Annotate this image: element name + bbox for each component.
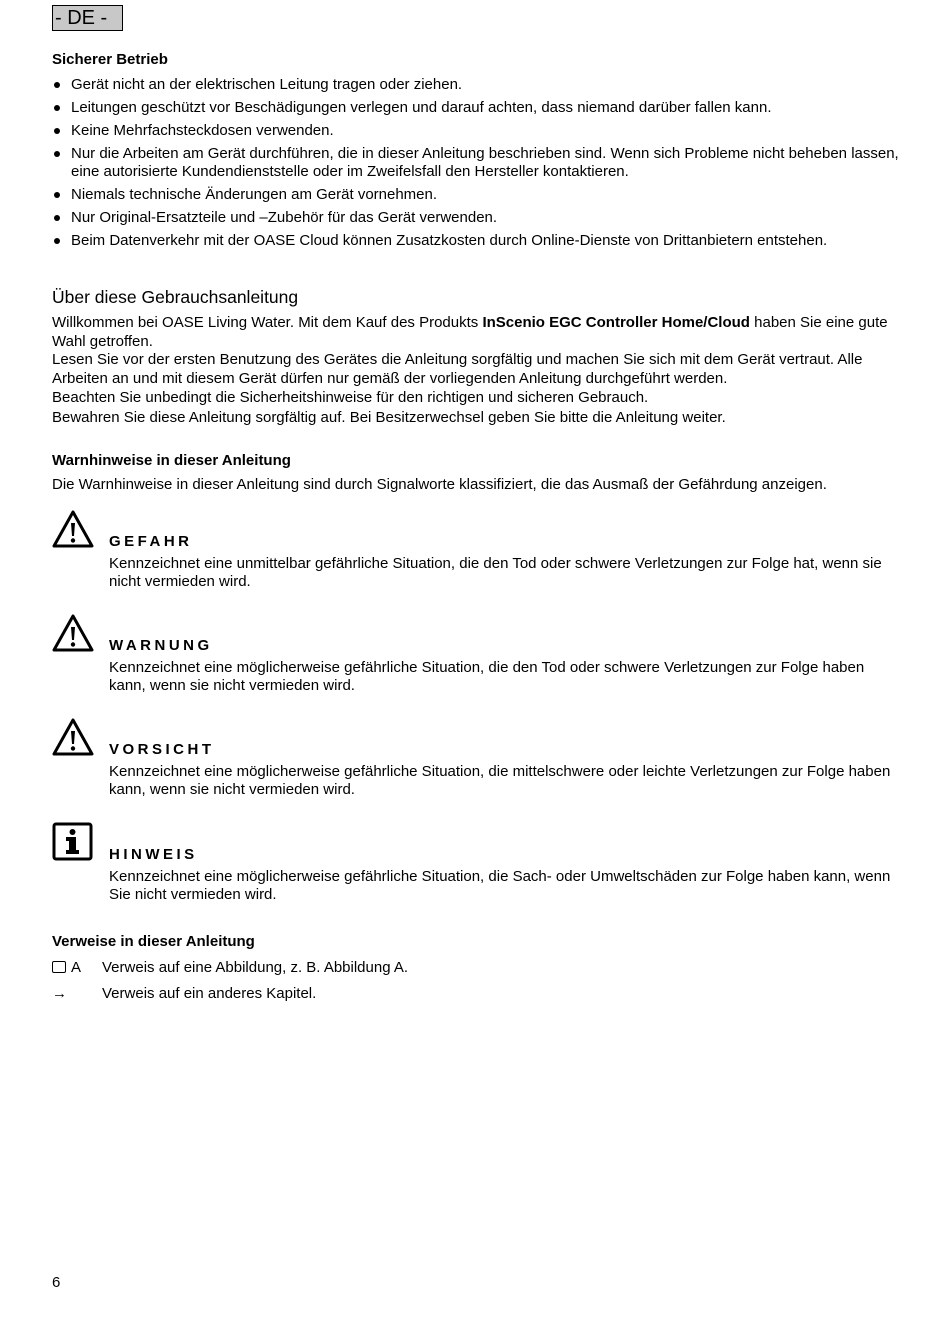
arrow-right-icon: → [52, 985, 67, 1002]
warning-triangle-icon [52, 613, 94, 653]
page-number: 6 [52, 1274, 61, 1291]
bullet-icon [54, 151, 60, 157]
product-name: InScenio EGC Controller Home/Cloud [482, 314, 750, 331]
warning-block-caution [52, 717, 902, 807]
warnings-intro: Die Warnhinweise in dieser Anleitung sind durch Signalworte klassifiziert, die das Ausmaß der Gefährdung anzeigen. [52, 476, 827, 493]
list-item-text: Gerät nicht an der elektrischen Leitung tragen oder ziehen. [71, 76, 463, 93]
about-line: Bewahren Sie diese Anleitung sorgfältig auf. Bei Besitzerwechsel geben Sie bitte die Anleitung weiter. [52, 408, 726, 426]
figure-box-icon [52, 961, 66, 973]
signal-word: GEFAHR [109, 533, 193, 550]
signal-word: VORSICHT [109, 741, 215, 758]
list-item-text: Niemals technische Änderungen am Gerät vornehmen. [71, 186, 438, 203]
about-line: Beachten Sie unbedingt die Sicherheitshinweise für den richtigen und sicheren Gebrauch. [52, 389, 649, 406]
list-item-text: Beim Datenverkehr mit der OASE Cloud können Zusatzkosten durch Online-Dienste von Drittanbietern entstehen. [71, 232, 828, 249]
list-item-text: Nur die Arbeiten am Gerät durchführen, die in dieser Anleitung beschrieben sind. Wenn sich Probleme nicht beheben lassen, eine autorisierte Kundendienststelle oder im Zweifelsfall den Hersteller kontaktieren. [71, 145, 899, 180]
bullet-icon [54, 215, 60, 221]
chapter-reference-text: Verweis auf ein anderes Kapitel. [102, 985, 317, 1002]
about-line: Lesen Sie vor der ersten Benutzung des Gerätes die Anleitung sorgfältig und machen Sie sich mit dem Gerät vertraut. Alle Arbeiten an und mit diesem Gerät dürfen nur gemäß der vorliegenden Anleitung durchgeführt werden. [52, 351, 863, 387]
warning-block-notice [52, 822, 902, 912]
list-item [52, 209, 902, 227]
warning-triangle-icon [52, 717, 94, 757]
list-item [52, 99, 902, 117]
list-item [52, 186, 902, 204]
signal-word: HINWEIS [109, 846, 198, 863]
bullet-icon [54, 238, 60, 244]
bullet-icon [54, 128, 60, 134]
signal-description: Kennzeichnet eine möglicherweise gefährliche Situation, die mittelschwere oder leichte Verletzungen zur Folge haben kann, wenn sie nicht vermieden wird. [109, 763, 891, 798]
bullet-icon [54, 192, 60, 198]
about-intro [52, 314, 902, 351]
about-body [52, 314, 902, 427]
safe-operation-list [52, 76, 902, 255]
figure-letter: A [71, 959, 82, 976]
intro-text-end: haben Sie eine gute Wahl getroffen. [52, 314, 888, 350]
list-item-text: Leitungen geschützt vor Beschädigungen verlegen und darauf achten, dass niemand darüber fallen kann. [71, 99, 772, 116]
figure-reference-symbol [52, 958, 97, 978]
bullet-icon [54, 105, 60, 111]
list-item [52, 232, 902, 250]
signal-description: Kennzeichnet eine möglicherweise gefährliche Situation, die den Tod oder schwere Verletzungen zur Folge haben kann, wenn sie nicht vermieden wird. [109, 659, 865, 694]
list-item-text: Nur Original-Ersatzteile und –Zubehör für das Gerät verwenden. [71, 209, 498, 226]
list-item [52, 122, 902, 140]
language-tag: - DE - [52, 5, 123, 31]
intro-text: Willkommen bei OASE Living Water. Mit dem Kauf des Produkts [52, 314, 483, 331]
bullet-icon [54, 82, 60, 88]
figure-reference-text: Verweis auf eine Abbildung, z. B. Abbildung A. [102, 959, 409, 976]
safe-operation-heading: Sicherer Betrieb [52, 51, 168, 68]
warnings-heading: Warnhinweise in dieser Anleitung [52, 452, 291, 469]
references-heading: Verweise in dieser Anleitung [52, 933, 255, 950]
warning-block-warning [52, 613, 902, 703]
signal-word: WARNUNG [109, 637, 213, 654]
list-item [52, 76, 902, 94]
warning-block-danger [52, 509, 902, 599]
signal-description: Kennzeichnet eine unmittelbar gefährliche Situation, die den Tod oder schwere Verletzungen zur Folge hat, wenn sie nicht vermieden wird. [109, 555, 882, 590]
list-item-text: Keine Mehrfachsteckdosen verwenden. [71, 122, 334, 139]
signal-description: Kennzeichnet eine möglicherweise gefährliche Situation, die Sach- oder Umweltschäden zur Folge haben kann, wenn Sie nicht vermieden wird. [109, 868, 891, 903]
info-icon [52, 822, 94, 862]
warning-triangle-icon [52, 509, 94, 549]
list-item [52, 145, 902, 181]
about-heading: Über diese Gebrauchsanleitung [52, 287, 299, 307]
